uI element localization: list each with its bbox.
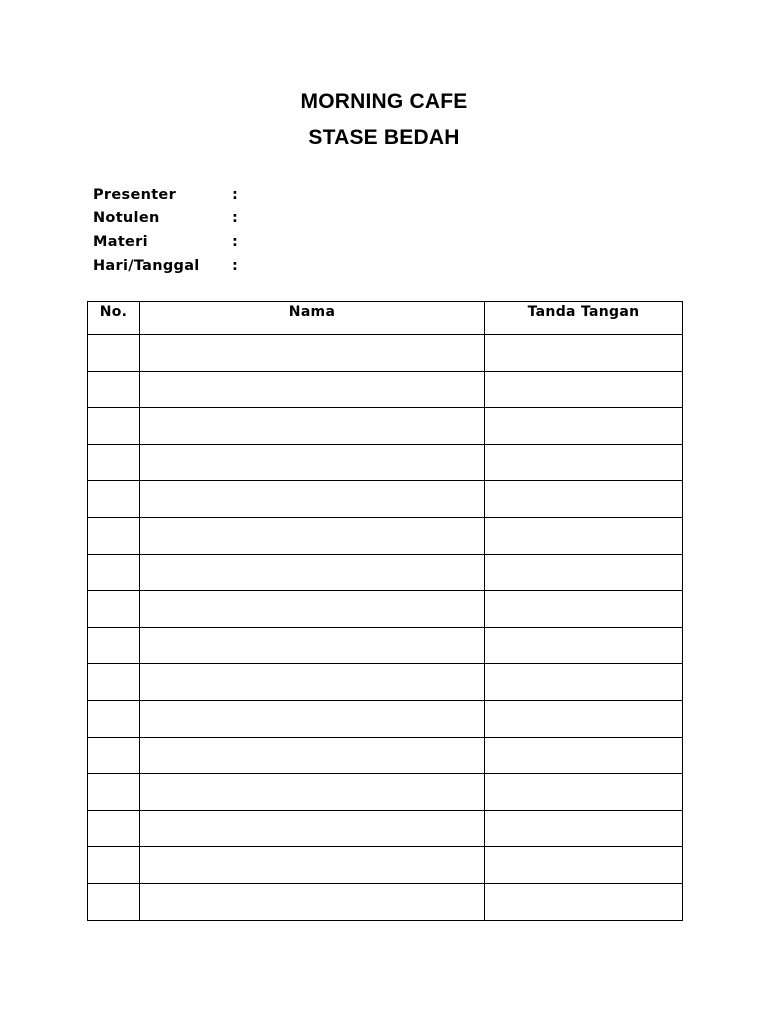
field-separator: :: [232, 186, 239, 203]
column-header-no: No.: [88, 302, 140, 335]
cell-nama: [140, 664, 485, 701]
field-hari-tanggal: [93, 254, 252, 278]
document-title-line-1: MORNING CAFE: [300, 90, 468, 113]
cell-tanda-tangan: [485, 810, 683, 847]
field-materi: [93, 230, 252, 254]
table-body: [88, 335, 683, 921]
cell-nama: [140, 810, 485, 847]
table-header: [88, 302, 683, 335]
cell-nama: [140, 554, 485, 591]
column-header-tanda-tangan: Tanda Tangan: [485, 302, 683, 335]
cell-nama: [140, 408, 485, 445]
cell-nama: [140, 591, 485, 628]
field-label: Hari/Tanggal: [93, 257, 200, 274]
cell-no: [88, 883, 140, 920]
cell-tanda-tangan: [485, 627, 683, 664]
table-row: [88, 371, 683, 408]
cell-nama: [140, 517, 485, 554]
cell-no: [88, 700, 140, 737]
table-row: [88, 774, 683, 811]
cell-no: [88, 774, 140, 811]
table-row: [88, 737, 683, 774]
attendance-table: [87, 301, 683, 921]
table-row: [88, 627, 683, 664]
field-separator: :: [232, 257, 239, 274]
cell-tanda-tangan: [485, 335, 683, 372]
table-row: [88, 591, 683, 628]
cell-no: [88, 444, 140, 481]
table-row: [88, 883, 683, 920]
cell-tanda-tangan: [485, 444, 683, 481]
field-label: Materi: [93, 233, 148, 250]
cell-no: [88, 371, 140, 408]
cell-tanda-tangan: [485, 774, 683, 811]
table-row: [88, 517, 683, 554]
field-separator: :: [232, 233, 239, 250]
cell-tanda-tangan: [485, 517, 683, 554]
cell-nama: [140, 700, 485, 737]
table-row: [88, 810, 683, 847]
table-row: [88, 700, 683, 737]
cell-nama: [140, 737, 485, 774]
cell-nama: [140, 847, 485, 884]
table-row: [88, 664, 683, 701]
cell-nama: [140, 444, 485, 481]
cell-tanda-tangan: [485, 554, 683, 591]
field-label: Presenter: [93, 186, 177, 203]
table-header-row: [88, 302, 683, 335]
field-presenter: [93, 183, 252, 207]
table-row: [88, 847, 683, 884]
cell-nama: [140, 627, 485, 664]
cell-no: [88, 737, 140, 774]
cell-tanda-tangan: [485, 664, 683, 701]
cell-tanda-tangan: [485, 591, 683, 628]
cell-no: [88, 481, 140, 518]
table-row: [88, 335, 683, 372]
field-label: Notulen: [93, 210, 160, 227]
meta-fields: [93, 183, 252, 277]
table-row: [88, 408, 683, 445]
cell-tanda-tangan: [485, 700, 683, 737]
cell-no: [88, 335, 140, 372]
cell-tanda-tangan: [485, 737, 683, 774]
cell-no: [88, 554, 140, 591]
cell-no: [88, 408, 140, 445]
field-notulen: [93, 207, 252, 231]
document-title-line-2: STASE BEDAH: [308, 126, 460, 149]
cell-tanda-tangan: [485, 481, 683, 518]
cell-tanda-tangan: [485, 408, 683, 445]
cell-nama: [140, 371, 485, 408]
field-separator: :: [232, 210, 239, 227]
table-row: [88, 554, 683, 591]
cell-nama: [140, 883, 485, 920]
table-row: [88, 444, 683, 481]
cell-tanda-tangan: [485, 847, 683, 884]
column-header-nama: Nama: [140, 302, 485, 335]
cell-no: [88, 810, 140, 847]
cell-no: [88, 664, 140, 701]
cell-tanda-tangan: [485, 883, 683, 920]
cell-nama: [140, 335, 485, 372]
cell-tanda-tangan: [485, 371, 683, 408]
cell-no: [88, 847, 140, 884]
cell-nama: [140, 774, 485, 811]
table-row: [88, 481, 683, 518]
cell-nama: [140, 481, 485, 518]
cell-no: [88, 627, 140, 664]
cell-no: [88, 517, 140, 554]
cell-no: [88, 591, 140, 628]
